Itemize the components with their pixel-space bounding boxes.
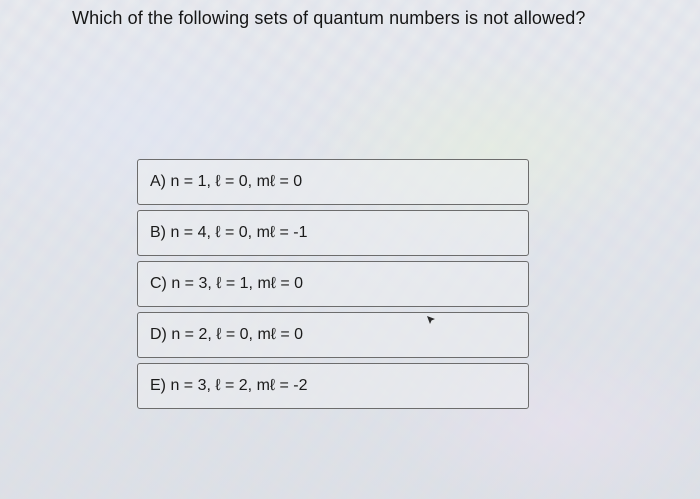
option-b[interactable]: B) n = 4, ℓ = 0, mℓ = -1	[137, 210, 529, 256]
option-a[interactable]: A) n = 1, ℓ = 0, mℓ = 0	[137, 159, 529, 205]
mouse-pointer-icon	[426, 315, 436, 325]
option-e[interactable]: E) n = 3, ℓ = 2, mℓ = -2	[137, 363, 529, 409]
question-text: Which of the following sets of quantum numbers is not allowed?	[72, 8, 586, 28]
answer-options	[137, 159, 529, 414]
option-c[interactable]: C) n = 3, ℓ = 1, mℓ = 0	[137, 261, 529, 307]
option-d[interactable]: D) n = 2, ℓ = 0, mℓ = 0	[137, 312, 529, 358]
